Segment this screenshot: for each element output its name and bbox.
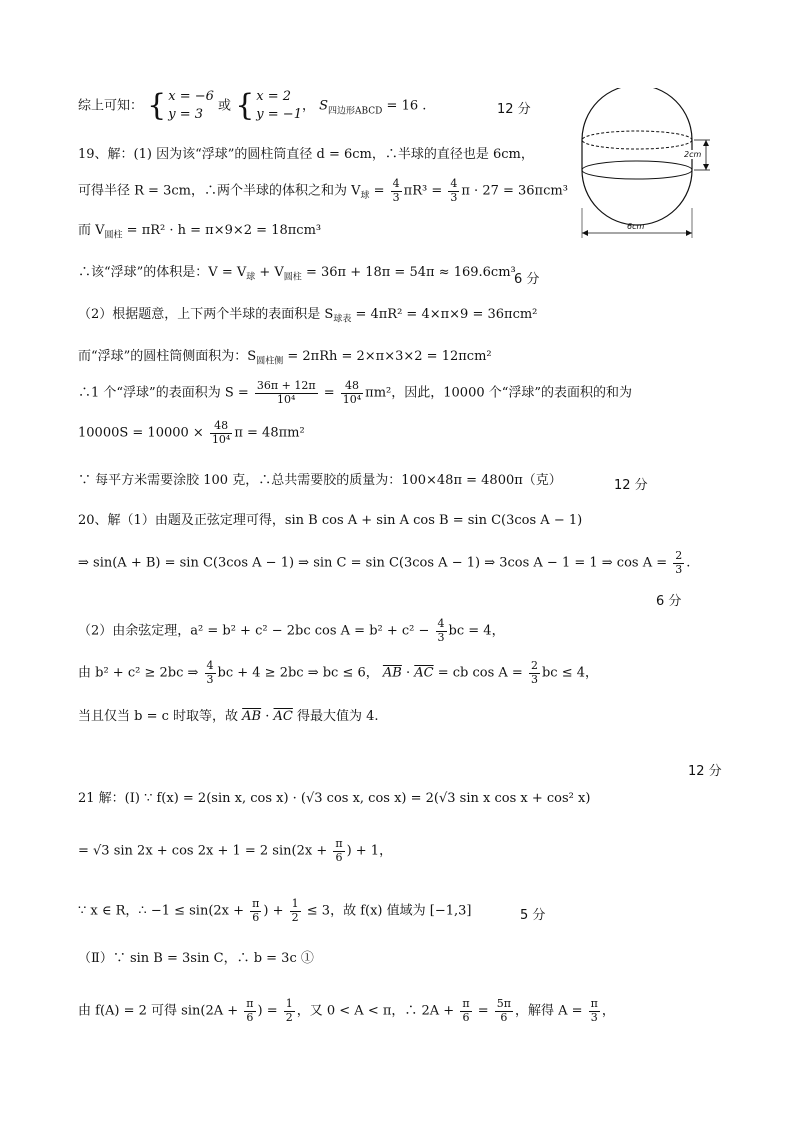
fraction: $\frac{5\pi}{6}$ [496,997,511,1024]
fraction: $\frac{\pi}{6}$ [462,997,470,1024]
q21-line-1: 21 解：(Ⅰ) ∵ f(x) = 2(sin x, cos x) · (√3 cos x, cos x) = 2(√3 sin x cos x + cos² x) [78,791,591,806]
fraction: $\frac{\pi}{6}$ [335,837,343,864]
width-label: 6cm [627,222,645,231]
fraction: $\frac{4}{3}$ [392,177,400,204]
score-1: 12 分 [497,102,531,117]
height-label: 2cm [684,150,702,159]
q19-line-8: 10000S = 10000 × $\frac{48}{\text{10⁴}}$ π = 48πm² [78,419,305,446]
summary-prefix: 综上可知： [78,98,144,114]
fraction: $\frac{48}{\text{10⁴}}$ [342,379,362,406]
score-5: 12 分 [688,764,722,779]
fraction: $\frac{\pi}{3}$ [590,997,598,1024]
fraction: $\frac{\pi}{6}$ [246,997,254,1024]
fraction: $\frac{4}{3}$ [206,659,214,686]
system-2: x = 2 y = −1 [256,89,302,123]
brace-left: { [147,88,167,124]
q21-line-3: ∵ x ∈ R，∴ −1 ≤ sin(2x + $\frac{\pi}{6}$ ) + $\frac{1}{2}$ ≤ 3，故 f(x) 值域为 [−1,3] [78,897,472,924]
area-symbol: S [319,98,329,114]
q21-line-4: （Ⅱ）∵ sin B = 3sin C，∴ b = 3c ① [78,951,314,966]
q19-line-2: 可得半径 R = 3cm，∴两个半球的体积之和为 $V_球$ = $\frac{4}{3}$ πR³ = $\frac{4}{3}$ π · 27 = 36πcm³ [78,177,568,204]
fraction: $\frac{2}{3}$ [675,549,683,576]
q21-line-2: = √3 sin 2x + cos 2x + 1 = 2 sin(2x + $\frac{\pi}{6}$ ) + 1， [78,837,393,864]
fraction: $\frac{1}{2}$ [291,897,299,924]
q20-line-1: 20、解（1）由题及正弦定理可得，sin B cos A + sin A cos B = sin C(3cos A − 1) [78,513,583,528]
q20-line-5: 当且仅当 b = c 时取等，故 $\overline{AB} \cdot \overline{AC}$ 得最大值为 4. [78,709,379,724]
system-1: x = −6 y = 3 [168,89,214,123]
score-2: 6 分 [514,272,540,287]
or-word: 或 [218,98,232,114]
q21-line-5: 由 f(A) = 2 可得 sin(2A + $\frac{\pi}{6}$ ) = $\frac{1}{2}$ ，又 0 < A < π，∴ 2A + $\frac{\pi}{6}$ = $\frac{5\pi}{6}$ ，解得 A = $\frac{\pi}{3}$ ， [78,997,615,1024]
area-value: = 16 . [386,98,427,114]
fraction: $\frac{48}{\text{10⁴}}$ [211,419,231,446]
fraction: $\frac{36\pi + 12\pi}{\text{10⁴}}$ [256,379,316,406]
q20-line-2: ⇒ sin(A + B) = sin C(3cos A − 1) ⇒ sin C = sin C(3cos A − 1) ⇒ 3cos A − 1 = 1 ⇒ cos A = $\frac{2}{3}$ . [78,549,691,576]
score-6: 5 分 [520,908,546,923]
fraction: $\frac{4}{3}$ [450,177,458,204]
q19-line-7: ∴1 个“浮球”的表面积为 S = $\frac{36\pi + 12\pi}{\text{10⁴}}$ = $\frac{48}{\text{10⁴}}$ πm²，因此，10000 个“浮球”的表面积的和为 [78,379,633,406]
brace-left-2: { [235,88,255,124]
line-summary: 综上可知： { x = −6 y = 3 或 { x = 2 y = −1， $S_{四边形ABCD} = 16$ . [78,88,427,124]
q19-line-5: （2）根据题意，上下两个半球的表面积是 $S_{球表} = 4\pi R^2 = 4\times\pi\times 9 = 36\pi cm^2$ [78,307,538,325]
q19-line-4: ∴该“浮球”的体积是：$V = V_球 + V_{圆柱} = 36\pi + 18\pi = 54\pi \approx 169.6cm^3$ [78,265,516,283]
q19-line-6: 而“浮球”的圆柱筒侧面积为：$S_{圆柱侧} = 2\pi Rh = 2\times\pi\times 3\times 2 = 12\pi cm^2$ [78,349,492,367]
q19-line-3: 而 $V_{圆柱} = \pi R^2 \cdot h = \pi\times 9\times 2 = 18\pi cm^3$ [78,223,322,241]
fraction: $\frac{4}{3}$ [437,617,445,644]
q20-line-4: 由 b² + c² ≥ 2bc ⇒ $\frac{4}{3}$ bc + 4 ≥ 2bc ⇒ bc ≤ 6， $\overline{AB} \cdot \overline{AC}$ = cb cos A = $\frac{2}{3}$ bc ≤ 4， [78,659,598,686]
q19-line-9: ∵ 每平方米需要涂胶 100 克，∴总共需要胶的质量为：100×48π = 4800π（克） [78,473,562,488]
score-4: 6 分 [656,594,682,609]
fraction: $\frac{2}{3}$ [530,659,538,686]
q19-line-1: 19、解：(1) 因为该“浮球”的圆柱筒直径 d = 6cm，∴半球的直径也是 6cm， [78,147,534,162]
fraction: $\frac{\pi}{6}$ [252,897,260,924]
fraction: $\frac{1}{2}$ [285,997,293,1024]
q20-line-3: （2）由余弦定理，a² = b² + c² − 2bc cos A = b² + c² − $\frac{4}{3}$ bc = 4， [78,617,505,644]
vector-ab: $\overline{AB}$ [382,665,402,681]
vector-ac: $\overline{AC}$ [414,665,434,681]
score-3: 12 分 [614,478,648,493]
float-ball-figure [572,88,712,248]
